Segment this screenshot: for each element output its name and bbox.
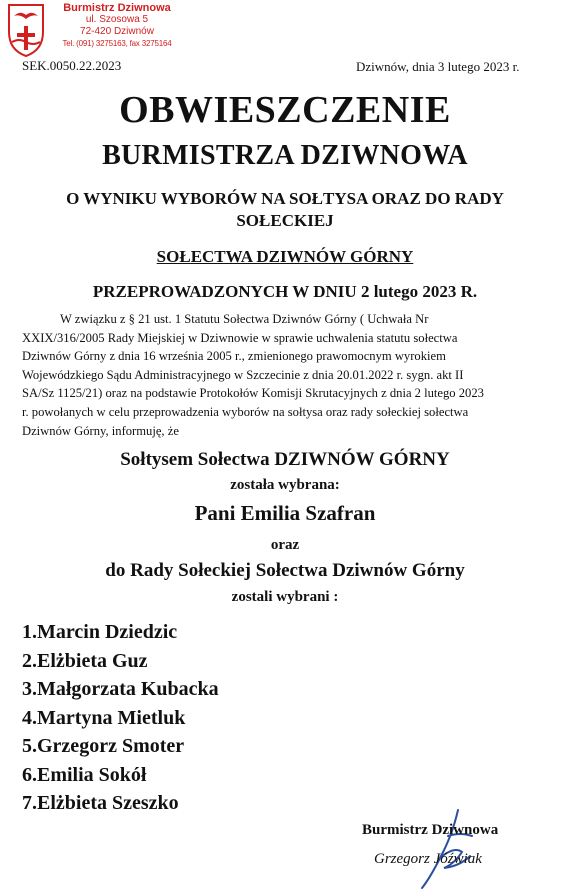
handwritten-signature-icon [400, 806, 490, 894]
legal-basis-paragraph [22, 310, 544, 440]
stamp-line-city: 72-420 Dziwnów [80, 26, 154, 37]
list-item: 5.Grzegorz Smoter [22, 735, 185, 757]
list-item: 6.Emilia Sokół [22, 763, 147, 786]
stamp-line-office: Burmistrz Dziwnowa [63, 2, 171, 14]
list-item: 4.Martyna Mietluk [22, 706, 186, 729]
subject-line-1: O WYNIKU WYBORÓW NA SOŁTYSA ORAZ DO RADY [66, 189, 504, 208]
signatory-title: Burmistrz Dziwnowa [362, 822, 499, 838]
document-title: OBWIESZCZENIE [119, 89, 451, 131]
stamp-line-phone: Tel. (091) 3275163, fax 3275164 [62, 39, 172, 48]
village-heading [0, 247, 570, 267]
soltys-heading: Sołtysem Sołectwa DZIWNÓW GÓRNY [120, 449, 450, 470]
signatory-name: Grzegorz Jóźwiak [374, 851, 482, 867]
list-item: 3.Małgorzata Kubacka [22, 678, 219, 700]
body-line: Wojewódzkiego Sądu Administracyjnego w Szczecinie z dnia 20.01.2022 r. sygn. akt II [22, 367, 464, 382]
body-line: W związku z § 21 ust. 1 Statutu Sołectwa Dziwnów Górny ( Uchwała Nr [60, 312, 429, 326]
conjunction-label: oraz [270, 537, 300, 553]
body-line: SA/Sz 1125/21) oraz na podstawie Protokołów Komisji Skrutacyjnych z dnia 2 lutego 2023 [22, 386, 484, 401]
reference-number: SEK.0050.22.2023 [22, 58, 122, 73]
list-item: 7.Elżbieta Szeszko [22, 792, 179, 814]
soltys-name: Pani Emilia Szafran [194, 501, 376, 525]
village-name: SOŁECTWA DZIWNÓW GÓRNY [156, 247, 414, 266]
coat-of-arms-icon [6, 2, 46, 58]
document-date: Dziwnów, dnia 3 lutego 2023 r. [356, 59, 520, 74]
subject-line-2: SOŁECKIEJ [236, 211, 334, 230]
body-line: Dziwnów Górny z dnia 16 września 2005 r., zmienionego prawomocnym wyrokiem [22, 349, 446, 364]
document-subtitle: BURMISTRZA DZIWNOWA [102, 140, 468, 171]
body-line: r. powołanych w celu przeprowadzenia wyborów na sołtysa oraz rady sołeckiej sołectwa [22, 404, 469, 419]
election-date-heading: PRZEPROWADZONYCH W DNIU 2 lutego 2023 R. [92, 282, 478, 301]
body-line: XXIX/316/2005 Rady Miejskiej w Dziwnowie w sprawie uchwalenia statutu sołectwa [22, 330, 458, 345]
council-heading: do Rady Sołeckiej Sołectwa Dziwnów Górny [105, 560, 465, 581]
list-item: 1.Marcin Dziedzic [22, 621, 178, 643]
elected-label-plural: zostali wybrani : [231, 589, 339, 605]
document-subject [0, 188, 570, 232]
elected-label-singular: została wybrana: [230, 477, 340, 493]
list-item: 2.Elżbieta Guz [22, 649, 148, 672]
stamp-line-street: ul. Szosowa 5 [85, 14, 149, 25]
office-stamp [52, 2, 182, 50]
council-members-list [22, 618, 219, 818]
body-line: Dziwnów Górny, informuję, że [22, 423, 179, 438]
